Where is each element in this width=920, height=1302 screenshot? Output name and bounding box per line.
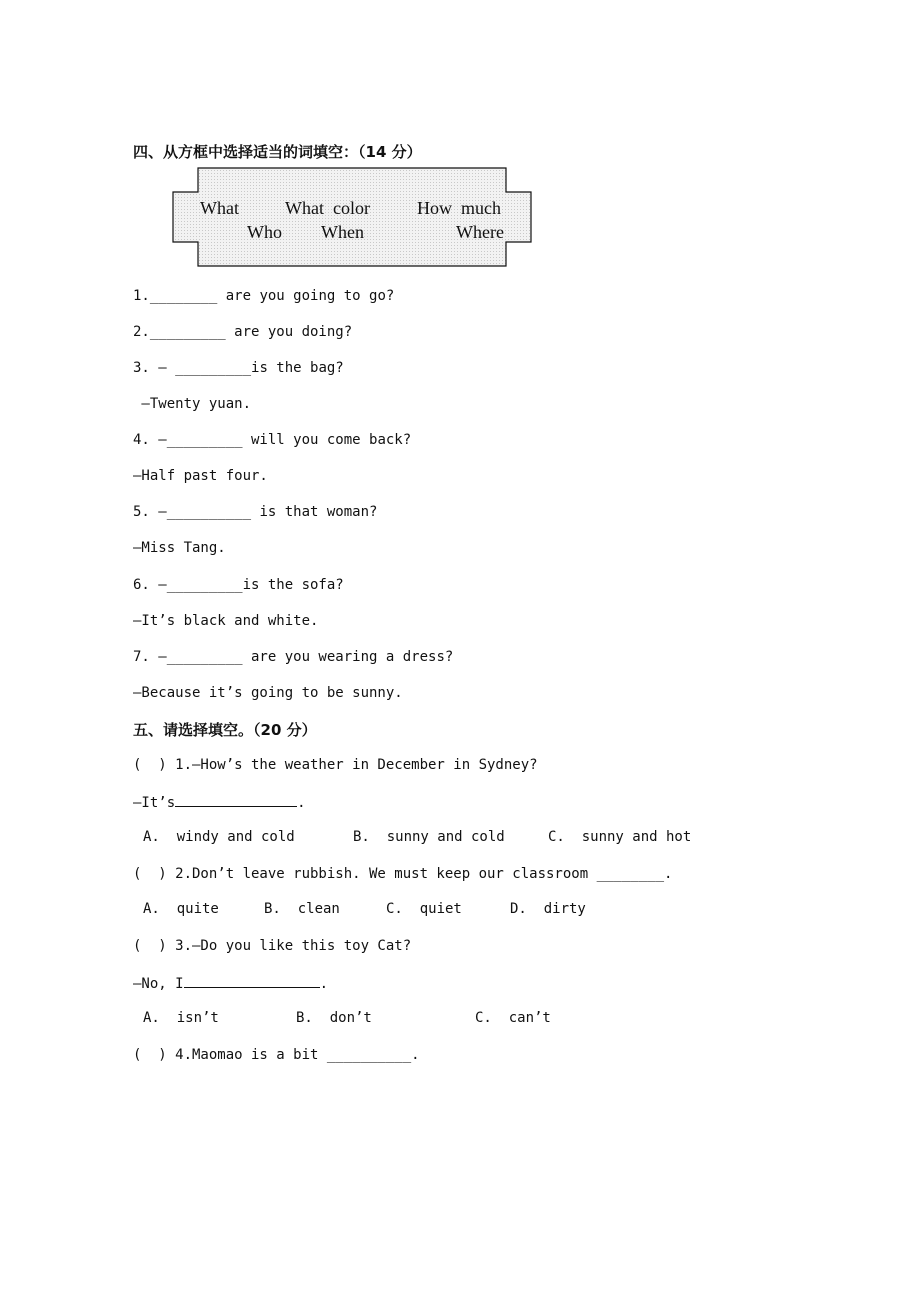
option-5-2-a: A. quite [143,901,219,917]
answer-4-5: —Miss Tang. [133,540,226,556]
option-5-3-b: B. don’t [296,1010,372,1026]
answer-4-7: —Because it’s going to be sunny. [133,685,403,701]
answer-4-3: —Twenty yuan. [133,396,252,412]
option-5-1-a: A. windy and cold [143,829,295,845]
box-word-what: What [200,198,239,218]
question-5-3: ( ) 3.—Do you like this toy Cat? [133,938,412,954]
option-5-2-b: B. clean [264,901,340,917]
question-4-3: 3. — _________is the bag? [133,360,344,376]
blank-line [175,792,297,807]
option-5-1-c: C. sunny and hot [548,829,692,845]
question-4-4: 4. —_________ will you come back? [133,432,412,448]
question-5-1: ( ) 1.—How’s the weather in December in Sydney? [133,757,538,773]
option-5-3-a: A. isn’t [143,1010,219,1026]
question-5-4: ( ) 4.Maomao is a bit __________. [133,1047,420,1063]
blank: _________ [166,432,243,448]
blank: ________ [149,288,218,304]
question-4-2: 2._________ are you doing? [133,324,353,340]
blank: _________ [149,324,226,340]
question-4-7: 7. —_________ are you wearing a dress? [133,649,454,665]
box-word-what-color: What color [285,198,370,218]
question-4-6: 6. —_________is the sofa? [133,577,344,593]
box-word-when: When [321,222,364,242]
answer-4-4: —Half past four. [133,468,268,484]
box-word-how-much: How much [417,198,501,218]
blank: __________ [166,504,252,520]
box-word-who: Who [247,222,282,242]
section-4-title: 四、从方框中选择适当的词填空：（14 分） [133,143,422,161]
section-5-title: 五、请选择填空。（20 分） [133,721,317,739]
reply-5-3: —No, I . [133,973,328,993]
blank: _________ [166,649,243,665]
reply-5-1: —It’s . [133,792,306,812]
word-choice-box [172,167,532,267]
answer-4-6: —It’s black and white. [133,613,319,629]
option-5-2-d: D. dirty [510,901,586,917]
question-4-1: 1.________ are you going to go? [133,288,395,304]
blank-line [184,973,320,988]
option-5-1-b: B. sunny and cold [353,829,505,845]
box-word-where: Where [456,222,504,242]
question-5-2: ( ) 2.Don’t leave rubbish. We must keep our classroom ________. [133,866,673,882]
blank: _________ [166,577,243,593]
option-5-3-c: C. can’t [475,1010,551,1026]
option-5-2-c: C. quiet [386,901,462,917]
blank: _________ [175,360,252,376]
question-4-5: 5. —__________ is that woman? [133,504,378,520]
